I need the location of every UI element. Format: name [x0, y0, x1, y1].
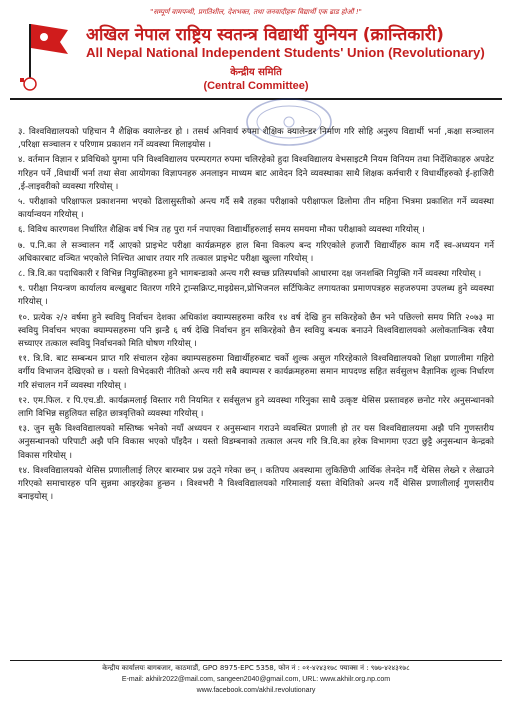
committee-english: (Central Committee) [203, 80, 309, 92]
facebook-link[interactable]: www.facebook.com/akhil.revolutionary [196, 687, 316, 694]
demand-item-5: ५. परीक्षाको परिक्षाफल प्रकाशनमा भएको ढिलासुस्तीको अन्त्य गर्दै सबै तहका परीक्षाको परीक्षाफल ढिलोमा तीन महिना भित्रमा प्रकाशित गर्ने व्यवस्था कार्यान्वयन गरियोस् । [18, 197, 494, 221]
demand-item-10: १०. प्रत्येक २/२ वर्षमा हुने स्ववियु निर्वाचन देशका अधिकांश क्याम्पसहरुमा करिव १४ वर्ष देखि हुन सकिरहेको छैन भने पछिल्लो समय मिति २०७३ मा स्ववियु निर्वाचन भएका क्याम्पसहरुमा पनि झन्डै ६ वर्ष देखि निर्वाचन हुन सकिरहेको छैन स्ववियु बन्धक बनाउने विश्वविद्यालयको अलोकतान्त्रिक रवैया सच्याएर तत्काल स्ववियु निर्वाचनको मिति घोषण गरियोस् । [18, 312, 494, 350]
demand-item-4: ४. वर्तमान विज्ञान र प्रविधिको युगमा पनि विश्वविद्यालय परम्परागत रुपमा चलिरहेको हुदा विश्वविद्यालय वेभसाइटमै नियम विनियम तथा निर्देशिकाहरु अपडेट गरिहन पर्ने ,विधार्थी भर्ना तथा सेवा आयोगका विज्ञापनहरु अनलाइन माध्यम बाट आवेदन दिने व्यवस्थाका साथै शिक्षक कर्मचारी र विधार्थीहरुको ई-हाजिरी ,ई-लाइवरीको व्यवस्था गरियोस् । [18, 155, 494, 192]
office-address: केन्द्रीय कार्यालयः बागबजार, काठमाडौं, GPO 8975-EPC 5358, फोन नं : ०१-४२४३१७८ फ्याक्स नं : ९७७-४२४३१७८ [102, 664, 410, 672]
demand-item-7: ७. प.नि.का ले सञ्चालन गर्दै आएको प्राइभेट परीक्षा कार्यक्रमहरु हाल बिना विकल्प बन्द गरिएकोले हजारौं विद्यार्थीहरु काम गर्दै स्व-अध्ययन गर्ने अधिकारबाट वञ्चित भएकोले निश्चित आधार तयार गरि तत्काल प्राइभेट परीक्षा खुल्ला गरियोस् । [18, 240, 494, 264]
org-name-english: All Nepal National Independent Students' Union (Revolutionary) [86, 45, 485, 60]
demand-item-6: ६. विविध कारणवश निर्धारित शैक्षिक वर्ष भित्र तह पुरा गर्न नपाएका विद्यार्थीहरुलाई समय समयमा मौका परीक्षाको व्यवस्था गरियोस् । [18, 225, 425, 236]
demand-item-8: ८. त्रि.वि.का पदाधिकारी र विभिन्न नियुक्तिहरुमा हुने भागबन्डाको अन्त्य गरी स्वच्छ प्रतिस्पर्धाको आधारमा दक्ष जनशक्ति नियुक्ति गर्ने व्यवस्था गरियोस् । [18, 269, 482, 280]
demand-item-9: ९. परीक्षा नियन्त्रण कार्यालय बल्खुबाट वितरण गरिने ट्रान्सक्रिप्ट,माइग्रेसन,प्रोभिजनल सर्टिफिकेट लगायतका प्रमाणपत्रहरु सहजरुपमा उपलब्ध हुने व्यवस्था गरियोस् । [18, 284, 494, 308]
demand-item-3: ३. विश्वविद्यालयको पहिचान नै शैक्षिक क्यालेन्डर हो । तसर्थ अनिवार्य रुपमा शैक्षिक क्यालेन्डर निर्माण गरि सोहि अनुरुप विद्यार्थी भर्ना ,कक्षा सञ्चालन ,परिक्षा सञ्चालन र परिणाम प्रकाशन गर्ने व्यवस्था मिलाइयोस । [18, 127, 494, 151]
org-name-nepali: अखिल नेपाल राष्ट्रिय स्वतन्त्र विद्यार्थी युनियन (क्रान्तिकारी) [86, 25, 444, 45]
committee-nepali: केन्द्रीय समिति [230, 67, 282, 78]
slogan: "सम्पूर्ण वामपन्थी, प्रगतिशील, देशभक्त, तथा जनवादीहरू विद्यार्थी एक ढाड होऔं !" [150, 8, 362, 16]
demand-item-12: १२. एम.फिल. र पि.एच.डी. कार्यक्रमलाई विस्तार गरी नियमित र सर्वसुलभ हुने व्यवस्था गरिनुका साथै उत्कृष्ट थेसिस प्रस्तावहरु छनोट गरेर अनुसन्धानको लागि विभिन्न सहुलियत सहित छात्रवृत्तिको व्यवस्था गरियोस् । [18, 395, 494, 420]
demand-item-11: ११. त्रि.वि. बाट सम्बन्धन प्राप्त गरि संचालन रहेका क्याम्पसहरुमा विद्यार्थीहरुबाट चर्को शुल्क असुल गरिरहेकाले विश्वविद्यालयको शिक्षा प्रणालीमा गहिरो वर्गीय विभाजन देखिएको छ । यस्तो विभेदकारी नीतिको अन्त्य गरी सबै क्याम्पस र कार्यक्रमहरुमा समान मापदण्ड सहित सर्वसुलभ वैज्ञानिक शुल्क निर्धारण गरि संचालन गर्ने व्यवस्था गरियोस् । [18, 354, 494, 391]
demand-item-13: १३. जुन सुकै विश्वविद्यालयको मस्तिष्क भनेको नयाँ अध्ययन र अनुसन्धान गराउने व्यवस्थित प्रणाली हो तर यस विश्वविद्यालयमा अझै पनि गुणस्तरीय अनुसन्धानको परिपाटी अझै पनि विकास भएको पाँइदैन । यस्तो विडम्बनाको तत्काल अन्त्य गरि त्रि.वि.का हरेक विभागमा एउटा छुट्टै अनुसन्धान केन्द्रको विकास गरियोस् । [18, 424, 494, 461]
contact-info: E-mail: akhilr2022@mail.com, sangeen2040@gmail.com, URL: www.akhilr.org.np.com [121, 676, 391, 683]
demand-item-14: १४. विश्वविद्यालयको थेसिस प्रणालीलाई लिएर बारम्बार प्रश्न उठ्ने गरेका छन् । कतिपय अवस्थामा लुकिछिपी आर्थिक लेनदेन गर्दै थेसिस लेख्ने र लेखाउने गरिएको समाचारहरु पनि सुन्नमा आइरहेका हुन्छन । विश्वभरी नै विश्वविद्यालयको गरिमालाई यस्ता वेथितिको अन्त्य गर्दै थेसिस प्रणालीलाई गुणस्तरीय बनाइयोस् । [18, 465, 494, 503]
letter-body [18, 126, 494, 506]
footer-divider [10, 660, 502, 661]
footer [0, 663, 512, 696]
